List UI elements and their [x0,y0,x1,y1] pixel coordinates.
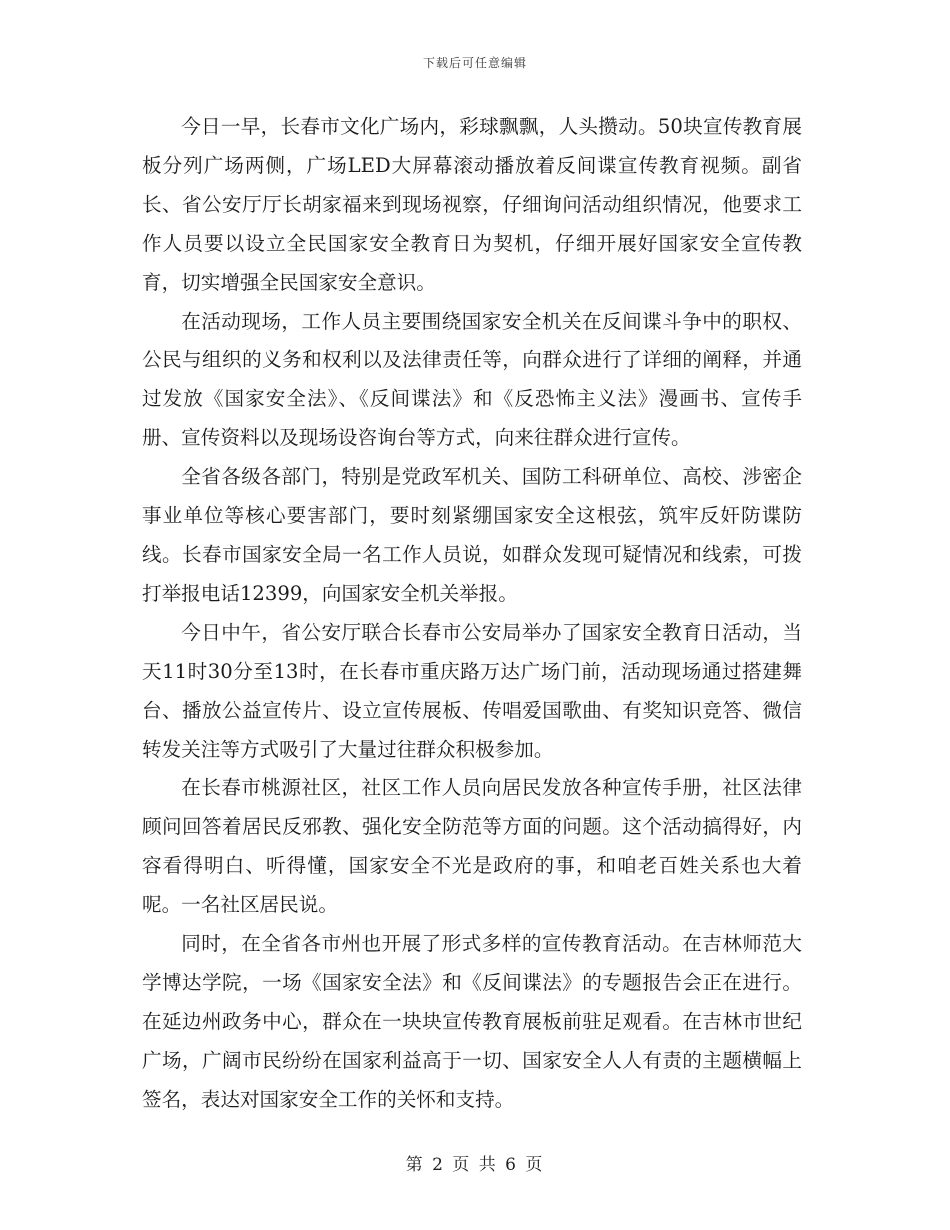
paragraph: 同时，在全省各市州也开展了形式多样的宣传教育活动。在吉林师范大学博达学院，一场《国家安全法》和《反间谍法》的专题报告会正在进行。在延边州政务中心，群众在一块块宣传教育展板前驻足观看。在吉林市世纪广场，广阔市民纷纷在国家利益高于一切、国家安全人人有责的主题横幅上签名，表达对国家安全工作的关怀和支持。 [142,932,802,1111]
paragraph: 在活动现场，工作人员主要围绕国家安全机关在反间谍斗争中的职权、公民与组织的义务和权利以及法律责任等，向群众进行了详细的阐释，并通过发放《国家安全法》、《反间谍法》和《反恐怖主义法》漫画书、宣传手册、宣传资料以及现场设咨询台等方式，向来往群众进行宣传。 [142,309,802,450]
document-body [142,108,802,1120]
paragraph: 今日中午，省公安厅联合长春市公安局举办了国家安全教育日活动，当天11时30分至13时，在长春市重庆路万达广场门前，活动现场通过搭建舞台、播放公益宣传片、设立宣传展板、传唱爱国歌曲、有奖知识竞答、微信转发关注等方式吸引了大量过往群众积极参加。 [142,620,802,761]
paragraph: 在长春市桃源社区，社区工作人员向居民发放各种宣传手册，社区法律顾问回答着居民反邪教、强化安全防范等方面的问题。这个活动搞得好，内容看得明白、听得懂，国家安全不光是政府的事，和咱老百姓关系也大着呢。一名社区居民说。 [142,776,802,917]
paragraph: 今日一早，长春市文化广场内，彩球飘飘，人头攒动。50块宣传教育展板分列广场两侧，广场LED大屏幕滚动播放着反间谍宣传教育视频。副省长、省公安厅厅长胡家福来到现场视察，仔细询问活动组织情况，他要求工作人员要以设立全民国家安全教育日为契机，仔细开展好国家安全宣传教育，切实增强全民国家安全意识。 [142,115,802,294]
page-header-note: 下载后可任意编辑 [422,56,527,70]
paragraph: 全省各级各部门，特别是党政军机关、国防工科研单位、高校、涉密企事业单位等核心要害部门，要时刻紧绷国家安全这根弦，筑牢反奸防谍防线。长春市国家安全局一名工作人员说，如群众发现可疑情况和线索，可拨打举报电话12399，向国家安全机关举报。 [142,465,802,605]
page-number-footer: 第 2 页 共 6 页 [405,1155,545,1175]
